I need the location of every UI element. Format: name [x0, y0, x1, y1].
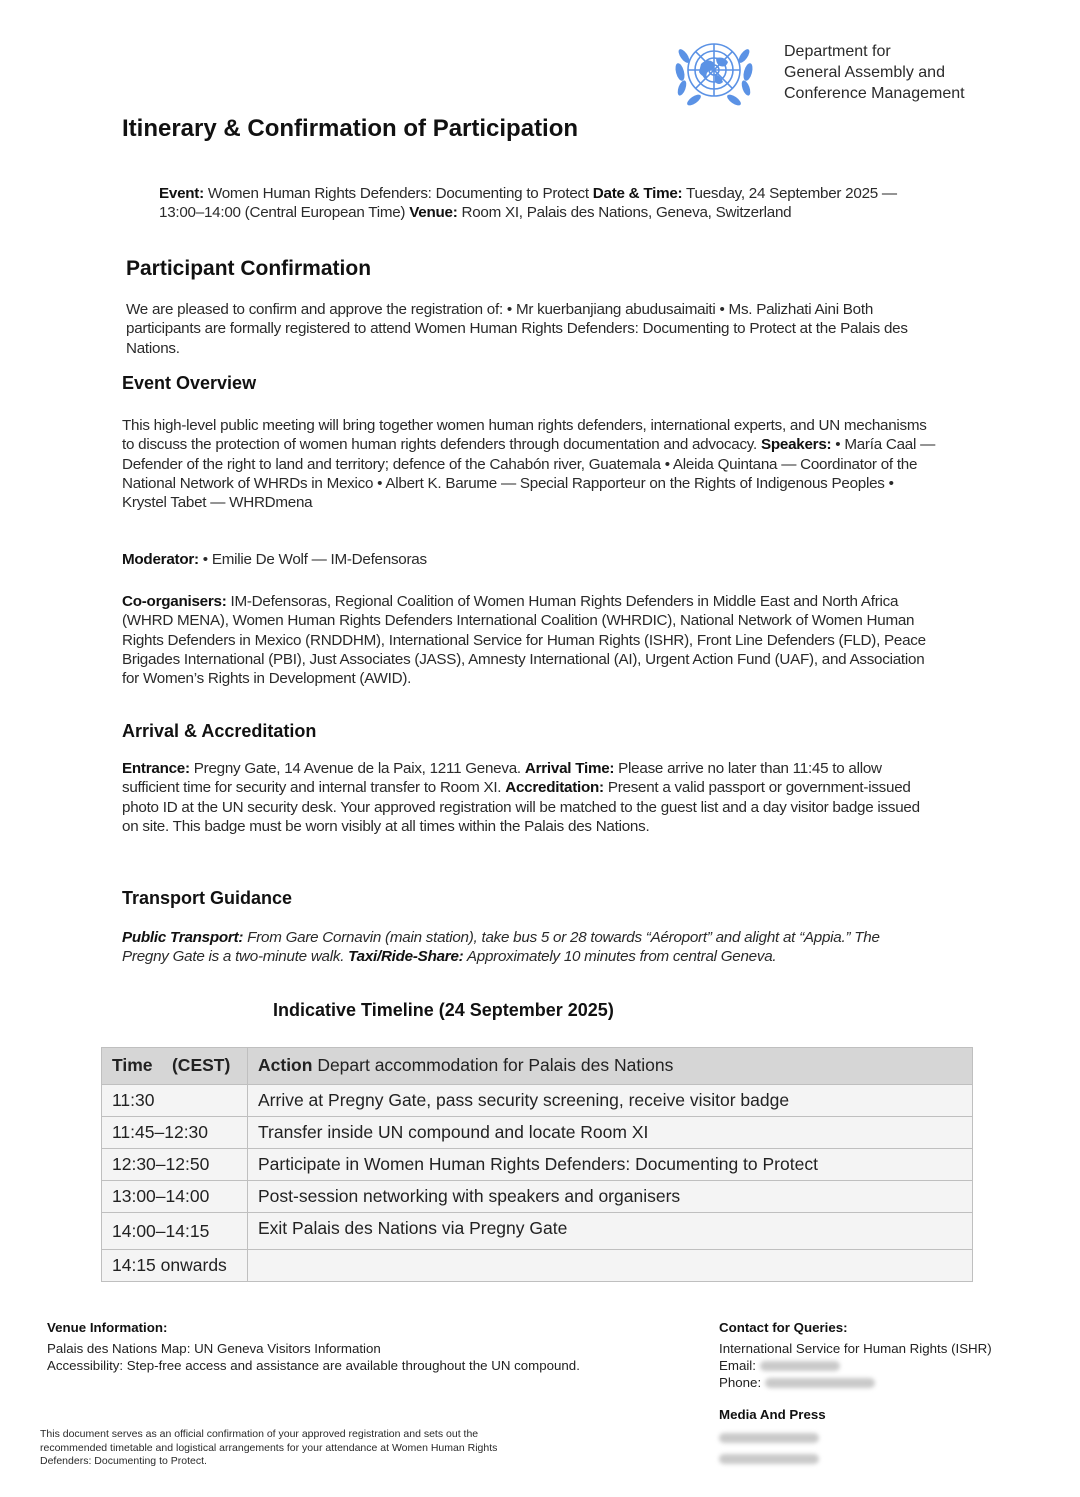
event-summary [159, 184, 919, 223]
venue-map-link[interactable]: Palais des Nations Map: UN Geneva Visitors Information [47, 1341, 381, 1356]
moderator-label: Moderator: [122, 551, 199, 568]
public-transport-label: Public Transport: [122, 929, 244, 946]
overview-intro: This high-level public meeting will bring together women human rights defenders, international experts, and UN mechanisms to discuss the protection of women human rights defenders through documentation and advocacy. [122, 417, 927, 454]
document-title: Itinerary & Confirmation of Participation [122, 115, 579, 142]
department-name [784, 41, 965, 104]
moderator-text [122, 550, 942, 569]
speakers-list: • María Caal — Defender of the right to land and territory; defence of the Cahabón river, Guatemala • Aleida Quintana — Coordinator of the National Network of WHRDs in Mexico • Albert K. Barume — Special Rapporteur on the Rights of Indigenous Peoples • Krystel Tabet — WHRDmena [122, 436, 936, 512]
redacted-email [760, 1361, 840, 1371]
contact-org: International Service for Human Rights (ISHR) [719, 1341, 992, 1356]
taxi-value: Approximately 10 minutes from central Geneva. [463, 948, 777, 966]
email-label: Email: [719, 1358, 756, 1373]
disclaimer: This document serves as an official confirmation of your approved registration and sets out the recommended timetable and logistical arrangements for your attendance at Women Human Rights Defenders: Documenting to Protect. [40, 1428, 498, 1467]
entrance-value: Pregny Gate, 14 Avenue de la Paix, 1211 Geneva. [189, 760, 525, 777]
row-action: Arrive at Pregny Gate, pass security screening, receive visitor badge [248, 1085, 973, 1117]
contact-info [719, 1319, 1039, 1467]
row-time: 12:30–12:50 [102, 1149, 248, 1181]
row-time: 13:00–14:00 [102, 1181, 248, 1213]
header-action-label: Action [258, 1055, 313, 1075]
coorganisers-list: IM-Defensoras, Regional Coalition of Women Human Rights Defenders in Middle East and North Africa (WHRD MENA), Women Human Rights Defenders International Coalition (WHRDIC), National Network of Women Human Rights Defenders in Mexico (RNDDHM), International Service for Human Rights (ISHR), Front Line Defenders (FLD), Peace Brigades International (PBI), Just Associates (JASS), Amnesty International (AI), Urgent Action Fund (UAF), and Association for Women’s Rights in Development (AWID). [122, 593, 926, 688]
header-action-text: Depart accommodation for Palais des Nations [312, 1055, 674, 1075]
timeline-heading: Indicative Timeline (24 September 2025) [273, 1000, 614, 1020]
public-transport-value: From Gare Cornavin (main station), take bus 5 or 28 towards “Aéroport” and alight at “Appia.” The Pregny Gate is a two-minute walk. [122, 929, 880, 966]
phone-label: Phone: [719, 1375, 762, 1390]
speakers-label: Speakers: [760, 436, 832, 454]
row-action: Participate in Women Human Rights Defenders: Documenting to Protect [248, 1149, 973, 1181]
un-emblem-icon [668, 30, 760, 114]
department-line: General Assembly and [784, 64, 945, 81]
table-row [102, 1213, 973, 1250]
transport-text [122, 928, 882, 967]
entrance-label: Entrance: [122, 760, 190, 777]
redacted-media-email [719, 1450, 1039, 1467]
header-action [248, 1048, 973, 1085]
row-time: 14:15 onwards [102, 1250, 248, 1282]
venue-info-heading: Venue Information: [47, 1320, 168, 1335]
coorganisers-text [122, 592, 942, 688]
contact-email [719, 1357, 1039, 1374]
participant-heading: Participant Confirmation [126, 257, 372, 280]
redacted-media-email [719, 1429, 1039, 1446]
row-time: 11:30 [102, 1085, 248, 1117]
overview-text [122, 416, 942, 512]
venue-value: Room XI, Palais des Nations, Geneva, Switzerland [457, 204, 792, 222]
header-time-label: Time (CEST) [112, 1055, 231, 1075]
venue-info [47, 1319, 667, 1374]
event-label: Event: [159, 185, 204, 202]
department-line: Department for [784, 43, 891, 60]
venue-accessibility: Accessibility: Step-free access and assistance are available throughout the UN compound. [47, 1358, 580, 1373]
table-row [102, 1181, 973, 1213]
transport-heading: Transport Guidance [122, 888, 293, 908]
table-row [102, 1149, 973, 1181]
arrival-heading: Arrival & Accreditation [122, 721, 317, 741]
contact-phone [719, 1374, 1039, 1391]
header-time [102, 1048, 248, 1085]
moderator-value: • Emilie De Wolf — IM-Defensoras [198, 551, 427, 568]
datetime-label: Date & Time: [592, 185, 683, 202]
participant-text: We are pleased to confirm and approve the registration of: • Mr kuerbanjiang abudusaimaiti • Ms. Palizhati Aini Both participants are formally registered to attend Women Human Rights Defenders: Documenting to Protect at the Palais des Nations. [126, 301, 908, 357]
contact-heading: Contact for Queries: [719, 1320, 848, 1335]
arrival-time-value: Please arrive no later than 11:45 to allow sufficient time for security and internal transfer to Room XI. [122, 760, 882, 797]
media-heading: Media And Press [719, 1407, 826, 1422]
event-value: Women Human Rights Defenders: Documenting to Protect [203, 185, 593, 202]
table-row [102, 1085, 973, 1117]
table-header-row [102, 1048, 973, 1085]
row-action: Post-session networking with speakers and organisers [248, 1181, 973, 1213]
row-time: 14:00–14:15 [102, 1213, 248, 1250]
arrival-text [122, 759, 922, 836]
arrival-time-label: Arrival Time: [524, 760, 615, 777]
accreditation-label: Accreditation: [505, 779, 604, 797]
coorganisers-label: Co-organisers: [122, 593, 227, 610]
overview-heading: Event Overview [122, 373, 257, 393]
redacted-phone [765, 1378, 875, 1388]
row-action [248, 1250, 973, 1282]
table-row [102, 1250, 973, 1282]
taxi-label: Taxi/Ride-Share: [348, 948, 464, 966]
timeline-table [101, 1047, 973, 1282]
row-action: Exit Palais des Nations via Pregny Gate [248, 1213, 973, 1250]
table-row [102, 1117, 973, 1149]
venue-label: Venue: [409, 204, 458, 222]
department-line: Conference Management [784, 85, 965, 102]
row-action: Transfer inside UN compound and locate Room XI [248, 1117, 973, 1149]
datetime-value: Tuesday, 24 September 2025 — 13:00–14:00 (Central European Time) [159, 185, 897, 222]
row-time: 11:45–12:30 [102, 1117, 248, 1149]
accreditation-value: Present a valid passport or government-issued photo ID at the UN security desk. Your approved registration will be matched to the guest list and a day visitor badge issued on site. This badge must be worn visibly at all times within the Palais des Nations. [122, 779, 920, 835]
